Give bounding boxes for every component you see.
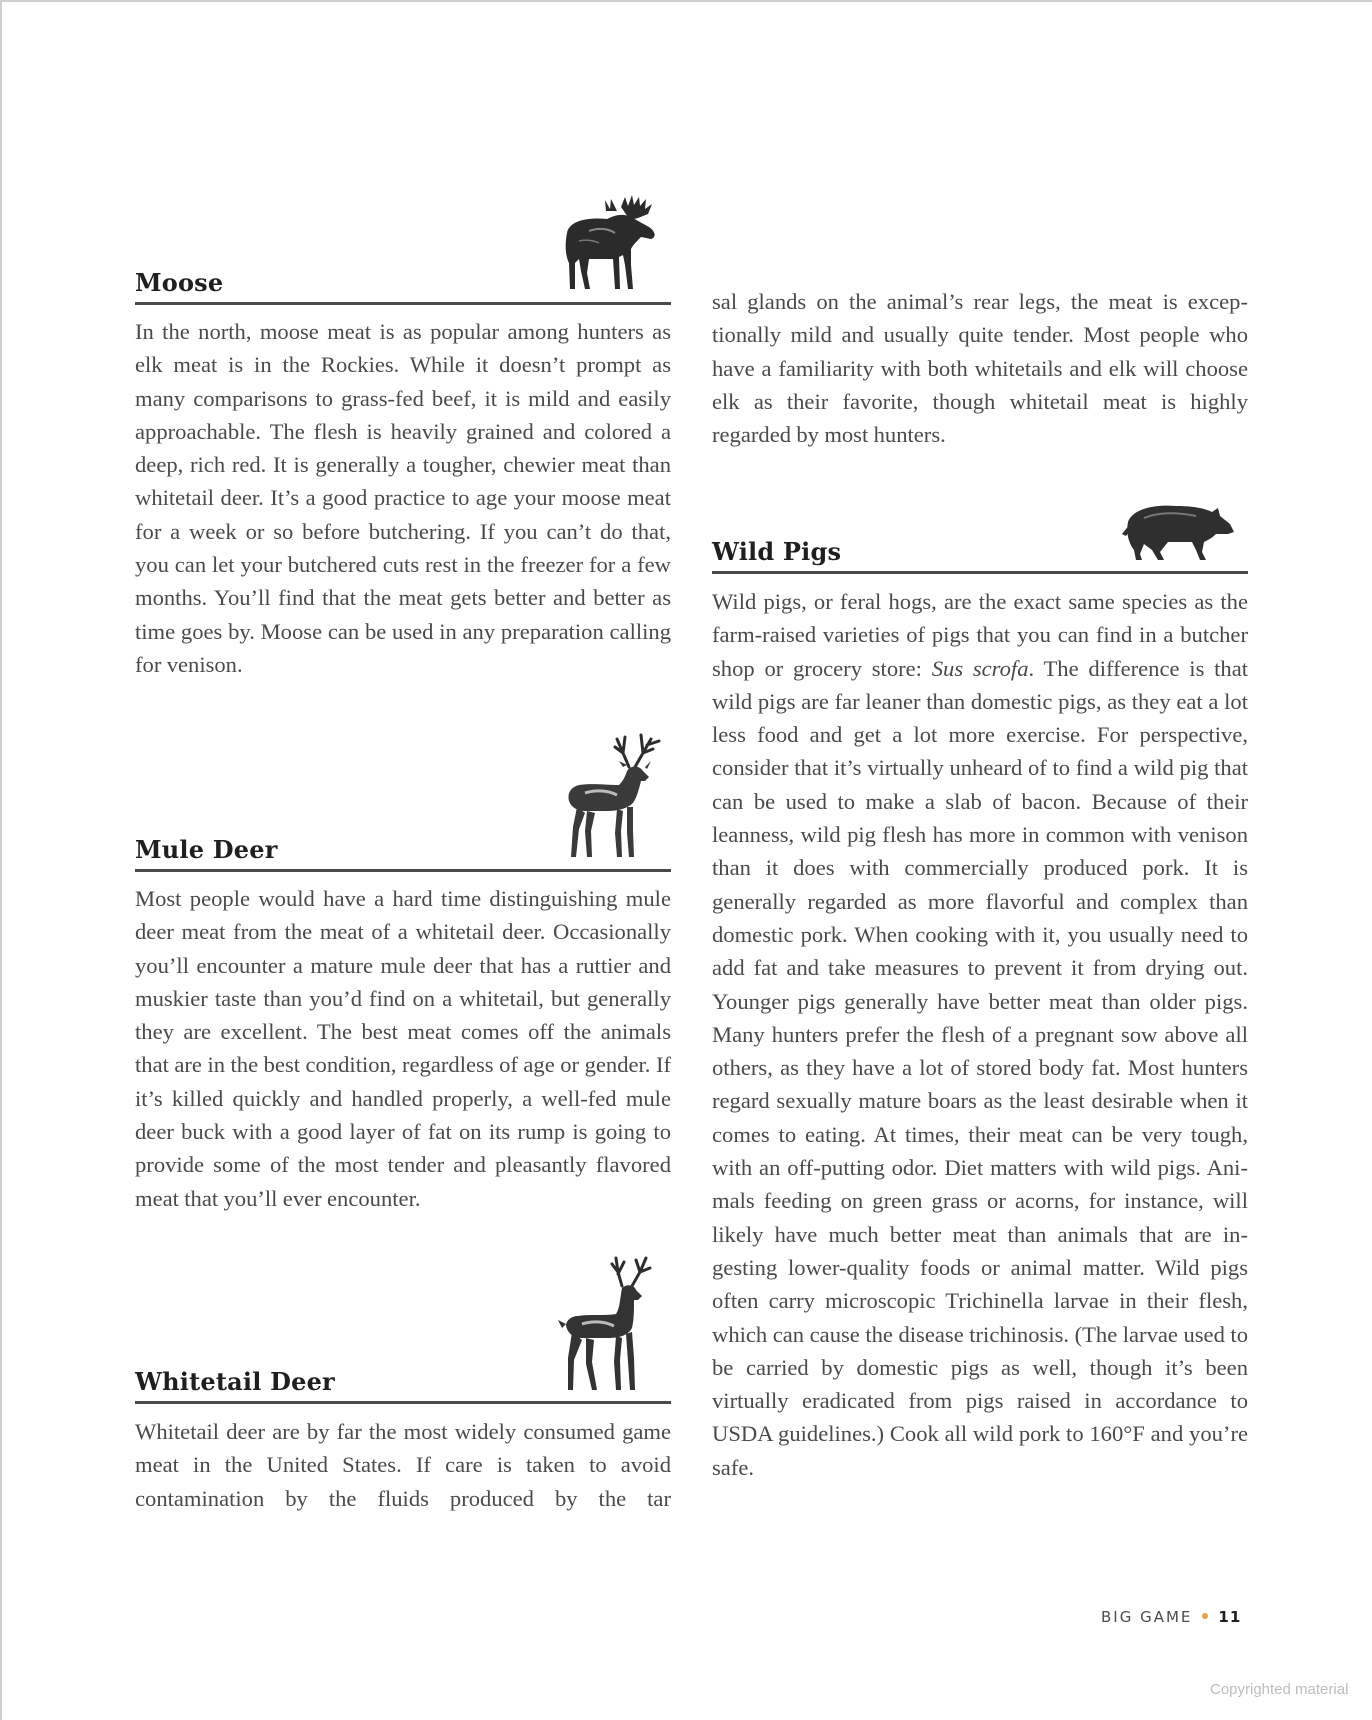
mule-deer-body: Most people would have a hard time distinguishing mule deer meat from the meat of a whitetail deer. Occasionally you’ll encounter a mature mule deer that has a ruttier and muskier taste than you’d find on a whitetail, but generally they are excellent. The best meat comes off the animals that are in the best condition, regardless of age or gender. If it’s killed quickly and handled properly, a well-fed mule deer buck with a good layer of fat on its rump is going to provide some of the most tender and pleasantly flavored meat that you’ll ever encounter. — [135, 886, 671, 1211]
scientific-name: Sus scrofa — [931, 655, 1029, 681]
section-title: Whitetail Deer — [135, 1367, 335, 1396]
whitetail-deer-heading — [135, 1254, 671, 1404]
page-number: 11 — [1218, 1608, 1242, 1626]
section-title: Wild Pigs — [712, 537, 842, 566]
bullet-separator-icon — [1202, 1613, 1208, 1619]
heading-rule — [135, 302, 671, 305]
wild-pigs-heading — [712, 492, 1248, 574]
mule-deer-heading — [135, 727, 671, 872]
moose-heading — [135, 192, 671, 305]
wild-pig-icon — [1118, 498, 1236, 562]
running-footer — [1101, 1608, 1241, 1626]
whitetail-deer-icon — [556, 1254, 661, 1394]
whitetail-deer-body-continued: sal glands on the animal’s rear legs, the meat is exceptionally mild and usually quite tender. Most people who have a familiarity with both whitetails and elk will choose elk as their favorite, though whitetail meat is highly regarded by most hunters. — [712, 289, 1248, 448]
moose-body: In the north, moose meat is as popular among hunters as elk meat is in the Rockies. While it doesn’t prompt as many comparisons to grass-fed beef, it is mild and easily approachable. The flesh is heavily grained and colored a deep, rich red. It is generally a tougher, chewier meat than whitetail deer. It’s a good practice to age your moose meat for a week or so before butchering. If you can’t do that, you can let your butchered cuts rest in the freezer for a few months. You’ll find that the meat gets better and better as time goes by. Moose can be used in any preparation calling for venison. — [135, 319, 671, 677]
wild-pigs-body — [712, 585, 1248, 1484]
footer-section-label: BIG GAME — [1101, 1608, 1193, 1626]
moose-icon — [559, 193, 669, 293]
wild-pigs-body-part-1: Wild pigs, or feral hogs, are the exact same species as the farm-raised varieties of pigs that you can find in a butcher shop or grocery store: — [712, 589, 1248, 681]
section-title: Moose — [135, 268, 224, 297]
wild-pigs-body-part-2: . The difference is that wild pigs are far leaner than domestic pigs, as they eat a lot less food and get a lot more exercise. For perspective, consider that it’s virtually unheard of to find a wild pig that can be used to make a slab of bacon. Because of their leanness, wild pig flesh has more in common with venison than it does with commercially produced pork. It is generally regarded as more flavorful and complex than domestic pork. When cooking with it, you usually need to add fat and take measures to prevent it from drying out. Younger pigs generally have better meat than older pigs. Many hunters prefer the flesh of a pregnant sow above all others, as they have a lot of stored body fat. Most hunters regard sexually mature boars as the least desirable when it comes to eating. At times, their meat can be very tough, with an off-putting odor. Diet matters with wild pigs. Animals feeding on green grass or acorns, for instance, will likely have much better meat than animals that are ingesting lower-quality foods or animal matter. Wild pigs often carry microscopic Trichinella larvae in their flesh, which can cause the disease trichinosis. (The larvae used to be carried by domestic pigs as well, though it’s been virtually eradicated from pigs raised in accordance to USDA guidelines.) Cook all wild pork to 160°F and you’re safe. — [712, 655, 1248, 1480]
heading-rule — [135, 869, 671, 872]
copyright-watermark: Copyrighted material — [1210, 1681, 1349, 1698]
heading-rule — [712, 571, 1248, 574]
whitetail-deer-body: Whitetail deer are by far the most widely consumed game meat in the United States. If care is taken to avoid contamination by the fluids produced by the tar — [135, 1419, 671, 1511]
section-title: Mule Deer — [135, 835, 278, 864]
mule-deer-icon — [557, 727, 667, 862]
heading-rule — [135, 1401, 671, 1404]
